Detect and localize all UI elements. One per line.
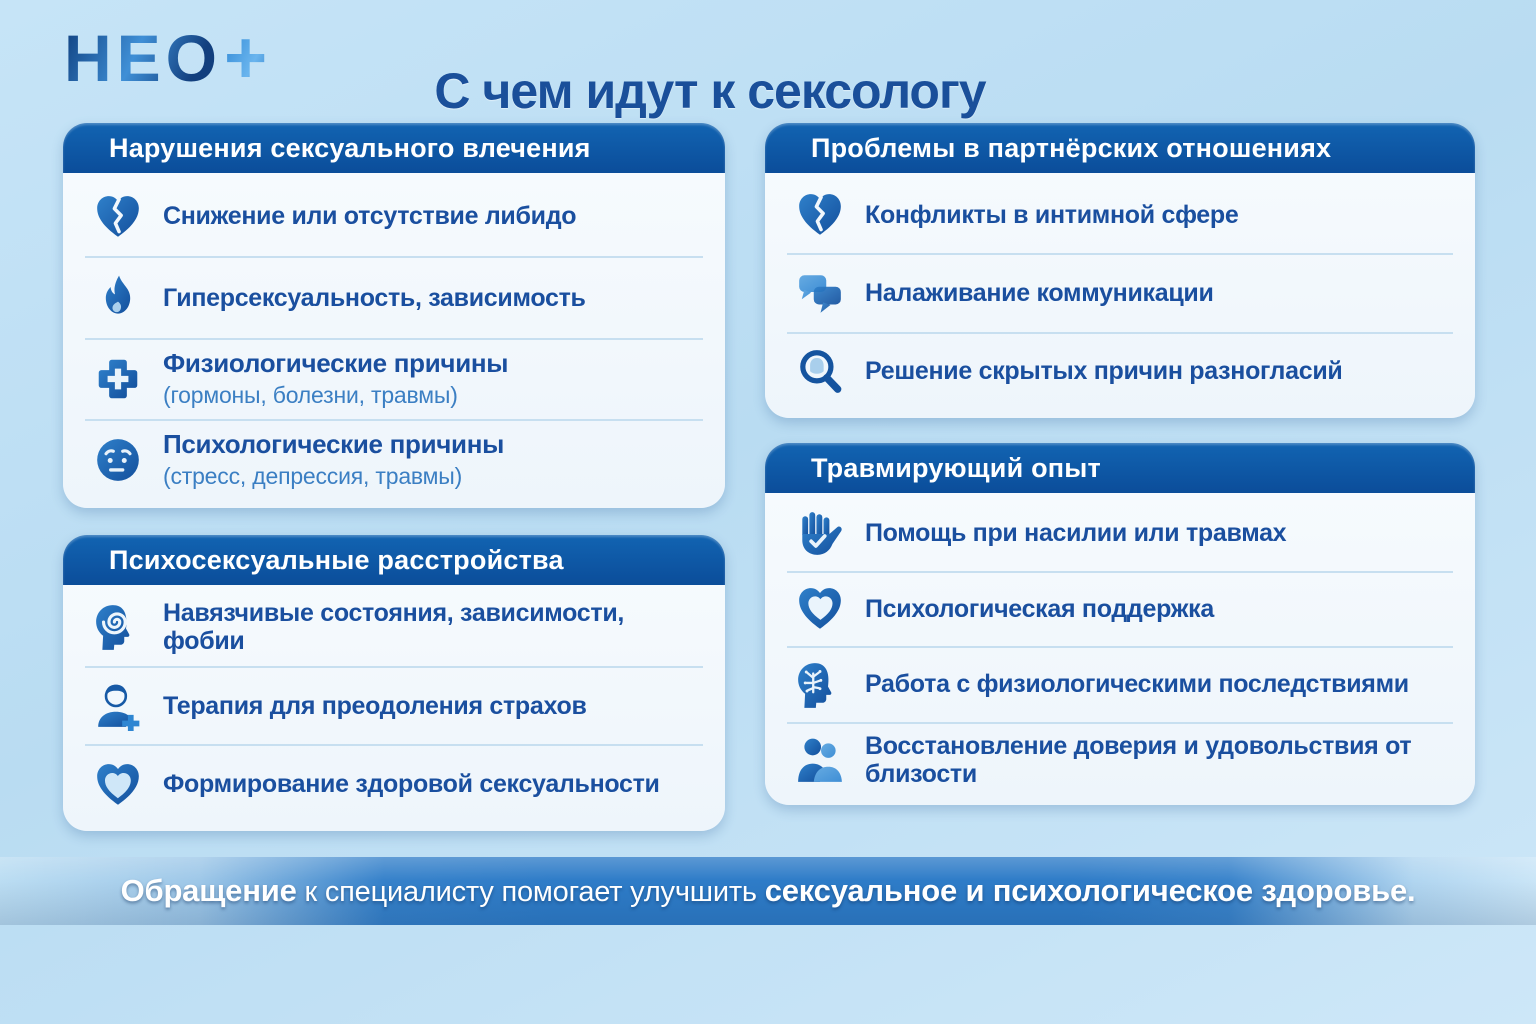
list-item [787,722,1453,798]
card-body [63,173,725,508]
broken-heart-icon [93,192,143,242]
list-item [787,332,1453,410]
head-spiral-icon [93,602,143,652]
card-title: Проблемы в партнёрских отношениях [811,133,1332,163]
list-item [85,256,703,337]
heart-in-heart-icon [93,760,143,810]
card-body [765,493,1475,805]
card-title: Травмирующий опыт [811,453,1101,483]
head-tree-icon [795,660,845,710]
logo [64,18,272,98]
item-label: Навязчивые состояния, зависимости, фобии [163,598,625,656]
card-title: Нарушения сексуального влечения [109,133,591,163]
item-label: Физиологические причины [163,348,509,379]
card-body [63,585,725,831]
footer-banner [0,857,1536,925]
banner-middle: к специалисту помогает улучшить [296,876,765,908]
card-psychosexual-disorders [63,535,725,831]
item-sublabel: (гормоны, болезни, травмы) [163,382,458,409]
list-item [85,338,703,419]
card-partner-relationship-problems [765,123,1475,418]
item-label: Восстановление доверия и удовольствия от близости [865,731,1412,789]
card-header [765,123,1475,173]
item-label: Терапия для преодоления страхов [163,691,587,720]
card-body [765,173,1475,418]
person-plus-icon [93,681,143,731]
item-label: Налаживание коммуникации [865,279,1214,308]
item-label: Гиперсексуальность, зависимость [163,283,586,312]
footer-banner-text [121,873,1416,909]
item-label: Психологическая поддержка [865,594,1214,623]
card-header [63,535,725,585]
card-header [765,443,1475,493]
card-traumatic-experience [765,443,1475,805]
banner-bold-start: Обращение [120,873,297,908]
hand-check-icon [795,509,845,559]
support-heart-icon [795,584,845,634]
list-item [787,571,1453,647]
item-label: Снижение или отсутствие либидо [163,202,577,231]
magnifier-person-icon [795,347,845,397]
broken-heart-icon [795,190,845,240]
banner-bold-end: сексуальное и психологическое здоровье. [764,873,1416,908]
item-label: Конфликты в интимной сфере [865,200,1239,229]
couple-hug-icon [795,735,845,785]
list-item [85,744,703,823]
logo-plus-icon: + [224,16,273,99]
item-sublabel: (стресс, депрессия, травмы) [163,463,463,490]
list-item [85,666,703,745]
list-item [85,589,703,666]
item-label: Формирование здоровой сексуальности [163,770,660,799]
item-label: Психологические причины [163,429,505,460]
flame-icon [93,273,143,323]
item-label: Решение скрытых причин разногласий [865,357,1343,386]
list-item [787,497,1453,571]
item-label: Помощь при насилии или травмах [865,519,1287,548]
card-header [63,123,725,173]
list-item [787,177,1453,253]
list-item [85,177,703,256]
list-item [787,253,1453,331]
worried-face-icon [93,435,143,485]
list-item [787,646,1453,722]
card-title: Психосексуальные расстройства [109,545,564,575]
chat-bubbles-icon [795,268,845,318]
item-label: Работа с физиологическими последствиями [865,670,1409,699]
logo-text: НЕО [64,21,223,95]
list-item [85,419,703,500]
medical-cross-icon [93,354,143,404]
card-sexual-desire-disorders [63,123,725,508]
page-title: С чем идут к сексологу [434,62,986,119]
